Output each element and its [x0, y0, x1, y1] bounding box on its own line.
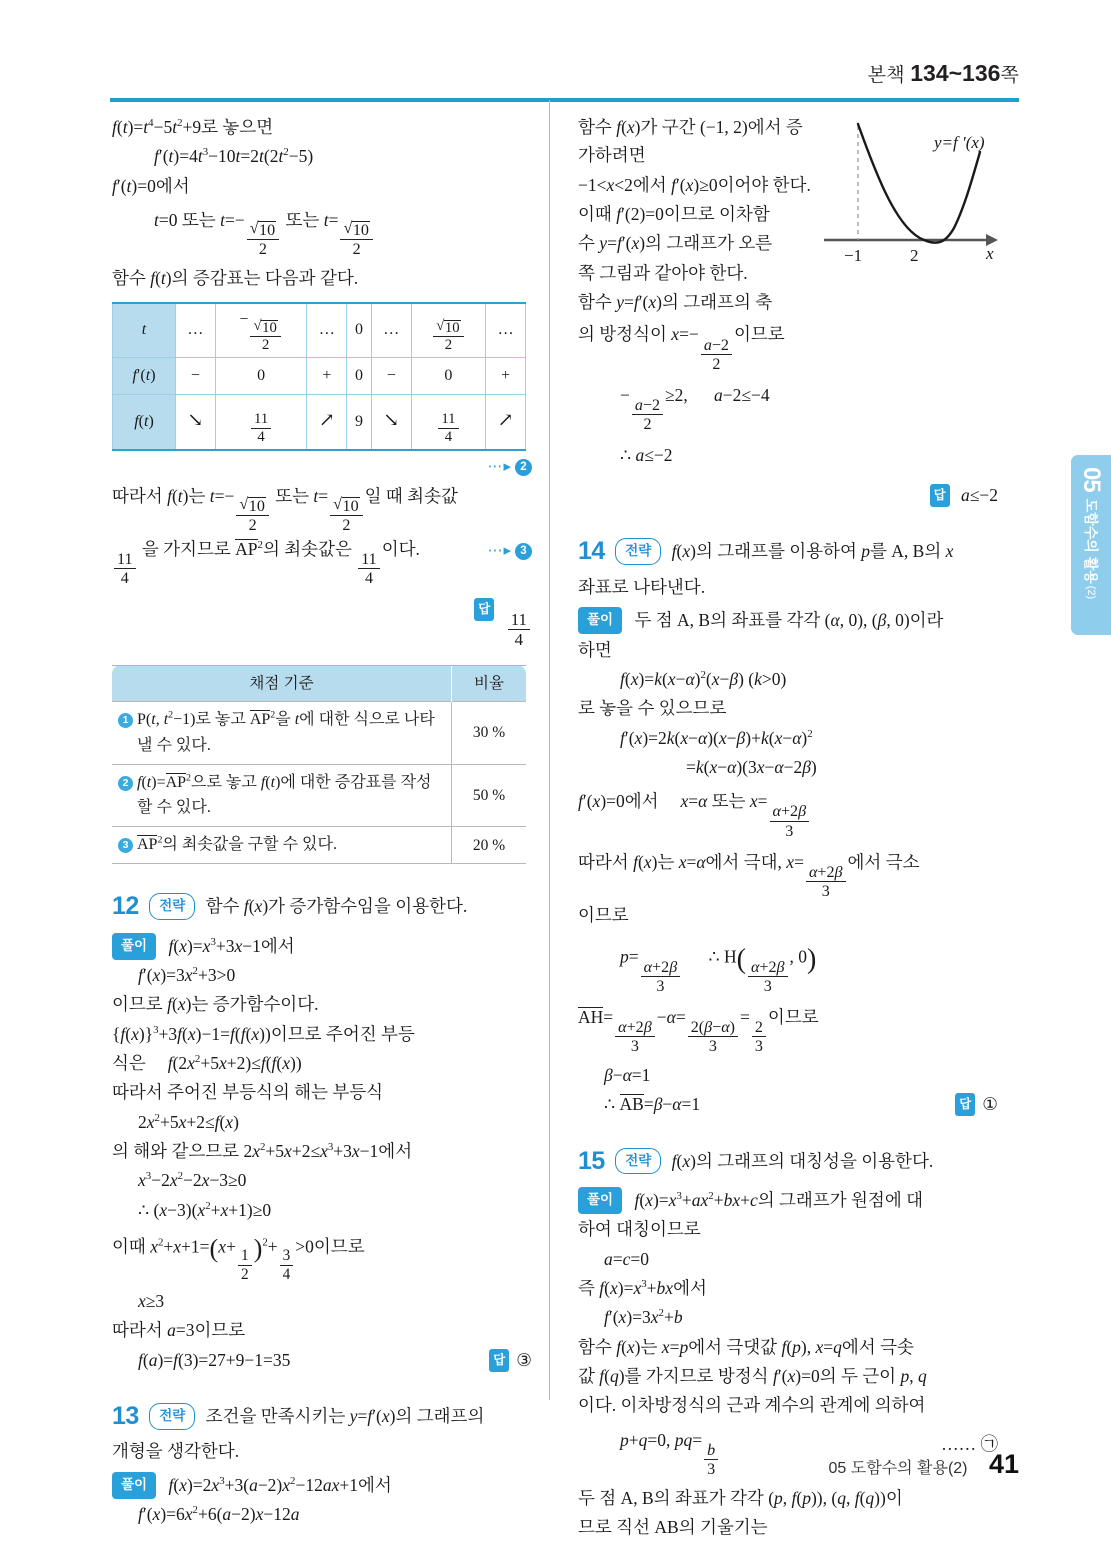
- problem-13-solution-start: 풀이 $f(x)=2x^3+3(a-2)x^2-12ax+1$에서: [112, 1471, 532, 1499]
- step-marker: 2: [515, 459, 532, 476]
- criterion-marker: 3: [118, 838, 133, 853]
- table-row: [113, 358, 526, 395]
- solution-tag: 풀이: [578, 607, 622, 634]
- problem-14-line: f′(x)=0에서 x=α 또는 x= $\frac{\alpha+2\beta}{3}$: [578, 787, 998, 839]
- problem-15-line: 값 f(q)를 가지므로 방정식 f′(x)=0의 두 근이 p, q: [578, 1366, 927, 1387]
- scoring-criterion: 1 P(t, $t^2-1$)로 놓고 $AP^2$을 t에 대한 식으로 나타 낼 수 있다.: [112, 701, 452, 764]
- p13-line: 이때 f′(2)=0이므로 이차함: [578, 204, 770, 225]
- solution-tag: 풀이: [578, 1187, 622, 1214]
- answer-value: a: [961, 485, 970, 506]
- step-marker: 3: [515, 543, 532, 560]
- header-rule: [110, 98, 1019, 102]
- problem-number: 13: [112, 1401, 139, 1430]
- problem-12-line: f(a)=f(3)=27+9−1=35 답 ③: [112, 1346, 532, 1374]
- variation-cell: +: [486, 358, 526, 395]
- table-row: [112, 764, 526, 827]
- variation-cell: −: [371, 358, 411, 395]
- intro-line-3: f′(t)=0에서: [112, 175, 190, 196]
- answer-value-num: 11: [508, 611, 530, 630]
- variation-cell: $\frac{11}{4}$: [411, 395, 486, 450]
- tick-label-minus1: −1: [844, 246, 863, 265]
- problem-14-line: β−α=1: [604, 1064, 651, 1085]
- page-footer: [0, 1449, 1019, 1480]
- step-dots-icon: ⋯▸: [487, 542, 512, 560]
- variation-table: [112, 302, 526, 451]
- problem-14-solution-start: 풀이 두 점 A, B의 좌표를 각각 (α, 0), (β, 0)이라: [578, 606, 998, 634]
- strategy-tag: 전략: [149, 1403, 195, 1430]
- problem-14-line: p= $\frac{\alpha+2\beta}{3}$ ∴ H( $\frac{\alpha+2\beta}{3}$ , 0): [620, 944, 817, 995]
- problem-12-line: 따라서 a=3이므로: [112, 1320, 246, 1341]
- problem-number: 14: [578, 537, 605, 566]
- strategy-tag: 전략: [615, 1148, 661, 1175]
- answer-value: ①: [982, 1094, 998, 1115]
- problem-14-line: $f'(x)=2k(x-\alpha)(x-\beta)+k(x-\alpha)^2$: [620, 727, 813, 748]
- variation-cell: …: [176, 303, 216, 358]
- problem-14-line: 하면: [578, 639, 612, 660]
- scoring-percent: 30 %: [452, 701, 527, 764]
- scoring-criterion: 3 $AP^2$의 최솟값을 구할 수 있다.: [112, 827, 452, 864]
- variation-cell: $\frac{11}{4}$: [215, 395, 307, 450]
- problem-12-line: 이므로 f(x)는 증가함수이다.: [112, 994, 319, 1015]
- answer-value: ③: [516, 1349, 532, 1370]
- strategy-tag: 전략: [149, 893, 195, 920]
- problem-12-line: $x^3-2x^2-2x-3\ge 0$: [138, 1170, 247, 1191]
- table-row: [112, 701, 526, 764]
- problem-12-line: 이때 $x^2+x+1=(x+$ $\frac{1}{2}$ )$^2$+ $\frac{3}{4}$ >0이므로: [112, 1234, 365, 1283]
- problem-15-line: 이다. 이차방정식의 근과 계수의 관계에 의하여: [578, 1395, 926, 1416]
- variation-cell: √ $\frac{10}{2}$: [411, 303, 486, 358]
- variation-cell: +: [307, 358, 347, 395]
- problem-15-line: a=c=0: [604, 1248, 650, 1269]
- p13-line: 쪽 그림과 같아야 한다.: [578, 262, 748, 283]
- scoring-percent: 20 %: [452, 827, 527, 864]
- intro-line-4: t=0 또는 t=− √ $\frac{10}{2}$ 또는 t= √ $\frac{10}{2}$: [112, 206, 532, 258]
- problem-15-solution-start: 풀이 $f(x)=x^3+ax^2+bx+c$의 그래프가 원점에 대: [578, 1186, 998, 1214]
- header-page-range: 134~136: [910, 60, 1001, 86]
- side-tab-label: 도함수의 활용: [1083, 498, 1099, 584]
- problem-14: [578, 531, 998, 1118]
- variation-cell-decreasing: ↘: [371, 395, 411, 450]
- problem-13-line: $f'(x)=6x^2+6(a-2)x-12a$: [138, 1504, 300, 1525]
- problem-15-line: 즉 $f(x)=x^3+bx$에서: [578, 1278, 707, 1299]
- problem-15-line: p+q=0, pq= $\frac{b}{3}$ …… ㉠: [620, 1429, 998, 1478]
- graph-svg: [820, 118, 998, 268]
- solution-tag: 풀이: [112, 1472, 156, 1499]
- variation-cell: …: [307, 303, 347, 358]
- variation-cell-increasing: ↗: [486, 395, 526, 450]
- problem-12-line: 의 해와 같으므로 $2x^2+5x+2\le x^3+3x-1$에서: [112, 1141, 413, 1162]
- criterion-marker: 2: [118, 776, 133, 791]
- left-column: [112, 112, 532, 1529]
- problem-14-line: 이므로: [578, 904, 629, 925]
- derivative-graph: [820, 118, 998, 268]
- problem-12-line: $\{f(x)\}^3+3f(x)-1=f(f(x))$이므로 주어진 부등: [112, 1023, 415, 1044]
- variation-cell-increasing: ↗: [307, 395, 347, 450]
- problem-14-line: 따라서 f(x)는 x=α에서 극대, x= $\frac{\alpha+2\beta}{3}$ 에서 극소: [578, 851, 920, 900]
- scoring-criteria-table: [112, 665, 526, 865]
- variation-cell: …: [371, 303, 411, 358]
- equation-reference: …… ㉠: [941, 1433, 998, 1454]
- problem-13-line: 개형을 생각한다.: [112, 1441, 240, 1462]
- tick-label-2: 2: [910, 246, 919, 265]
- scoring-criterion: 2 $f(t)=AP^2$으로 놓고 f(t)에 대한 증감표를 작성 할 수 있다.: [112, 764, 452, 827]
- variation-row-label-fprime: f′(t): [113, 358, 176, 395]
- problem-14-line: $f(x)=k(x-\alpha)^2(x-\beta)$ (k>0): [620, 669, 787, 689]
- problem-12: [112, 886, 532, 1374]
- p13-line: −1<x<2에서 f′(x)≥0이어야 한다.: [578, 174, 811, 195]
- answer-badge: 답: [955, 1093, 975, 1116]
- footer-chapter-title: 05 도함수의 활용: [828, 1460, 948, 1477]
- variation-row-label-t: t: [113, 303, 176, 358]
- footer-chapter-sub: (2): [947, 1460, 968, 1477]
- x-axis-label: x: [986, 244, 994, 263]
- variation-cell: 0: [347, 303, 372, 358]
- problem-14-line: 좌표로 나타낸다.: [578, 576, 706, 597]
- problem-number: 15: [578, 1146, 605, 1175]
- p13-line: 수 y=f′(x)의 그래프가 오른: [578, 233, 773, 254]
- side-tab-number: 05: [1078, 467, 1105, 492]
- intro-line-1: $f(t)=t^4-5t^2+9$로 놓으면: [112, 117, 274, 137]
- problem-15-line: 함수 f(x)는 x=p에서 극댓값 f(p), x=q에서 극솟: [578, 1336, 914, 1357]
- problem-13-heading: 13 전략 조건을 만족시키는 y=f′(x)의 그래프의: [112, 1401, 485, 1430]
- variation-cell: 0: [347, 358, 372, 395]
- conclusion-line-1: 따라서 f(t)는 t=− √ $\frac{10}{2}$ 또는 t= √ $\frac{10}{2}$ 일 때 최솟값: [112, 482, 532, 534]
- p13-line: 함수 y=f′(x)의 그래프의 축: [578, 292, 773, 313]
- problem-12-solution-start: 풀이 $f(x)=x^3+3x-1$에서: [112, 932, 532, 960]
- problem-15-line: 하여 대칭이므로: [578, 1219, 701, 1240]
- table-row: [113, 395, 526, 450]
- header-prefix: 본책: [867, 65, 911, 86]
- p13-conclusion: ∴ a≤−2: [620, 444, 673, 465]
- scoring-header-ratio: 비율: [452, 665, 527, 701]
- p13-line: 함수 f(x)가 구간 (−1, 2)에서 증가하려면: [578, 117, 803, 166]
- column-divider: [549, 100, 550, 1400]
- problem-14-line: 로 놓을 수 있으므로: [578, 698, 727, 719]
- answer-badge: 답: [489, 1349, 509, 1372]
- answer-line-1: [112, 595, 532, 648]
- side-tab-sub: (2): [1085, 585, 1097, 600]
- strategy-tag: 전략: [615, 538, 661, 565]
- scoring-percent: 50 %: [452, 764, 527, 827]
- variation-cell: …: [486, 303, 526, 358]
- variation-cell-decreasing: ↘: [176, 395, 216, 450]
- variation-row-label-f: f(t): [113, 395, 176, 450]
- table-row: [112, 827, 526, 864]
- page-header: [110, 60, 1019, 102]
- p13-line: 의 방정식이 x=− $\frac{a-2}{2}$ 이므로: [578, 324, 785, 373]
- chapter-side-tab: [1071, 455, 1111, 635]
- variation-cell: 9: [347, 395, 372, 450]
- p13-inequality: − $\frac{a-2}{2}$ ≥2, a−2≤−4: [620, 384, 770, 433]
- problem-15-line: 므로 직선 AB의 기울기는: [578, 1517, 768, 1538]
- problem-14-line: AH= $\frac{\alpha+2\beta}{3}$ −α= $\frac{2(\beta-\alpha)}{3}$ = $\frac{2}{3}$ 이므로: [578, 1006, 819, 1055]
- header-suffix: 쪽: [1000, 65, 1019, 86]
- variation-cell: − √ $\frac{10}{2}$: [215, 303, 307, 358]
- problem-12-line: $2x^2+5x+2\le f(x)$: [138, 1111, 239, 1132]
- intro-line-2: $f'(t)=4t^3-10t=2t(2t^2-5)$: [154, 146, 314, 167]
- problem-12-line: x≥3: [138, 1290, 165, 1311]
- intro-line-5: 함수 f(t)의 증감표는 다음과 같다.: [112, 268, 359, 289]
- conclusion-block: [112, 482, 532, 587]
- step-dots-icon: ⋯▸: [487, 457, 512, 475]
- problem-12-line: $f'(x)=3x^2+3>0$: [138, 965, 236, 986]
- problem-14-line: =k(x−α)(3x−α−2β): [686, 757, 817, 778]
- step-reference-2: [112, 455, 532, 479]
- footer-page-number: 41: [988, 1449, 1019, 1479]
- answer-line-p13: 답 a≤−2: [578, 481, 998, 509]
- solution-tag: 풀이: [112, 933, 156, 960]
- problem-15-line: 두 점 A, B의 좌표가 각각 (p, f(p)), (q, f(q))이: [578, 1488, 903, 1508]
- variation-cell: 0: [411, 358, 486, 395]
- conclusion-line-2: $\frac{11}{4}$ 을 가지므로 $AP^2$의 최솟값은 $\frac{11}{4}$ 이다. ⋯▸ 3: [112, 535, 532, 587]
- problem-12-heading: 12 전략 함수 f(x)가 증가함수임을 이용한다.: [112, 892, 468, 921]
- right-column: [578, 112, 998, 1543]
- problem-12-line: 식은 $f(2x^2+5x+2)\le f(f(x))$: [112, 1053, 302, 1074]
- intro-derivation: [112, 113, 532, 293]
- problem-14-heading: 14 전략 f(x)의 그래프를 이용하여 p를 A, B의 x: [578, 537, 954, 566]
- problem-15-line: $f'(x)=3x^2+b$: [604, 1307, 683, 1328]
- problem-12-line: ∴ $(x-3)(x^2+x+1)\ge 0$: [138, 1199, 272, 1220]
- curve-label: y=f ′(x): [934, 133, 985, 152]
- answer-badge: 답: [930, 484, 950, 507]
- answer-badge: 답: [474, 598, 494, 621]
- scoring-header-criteria: 채점 기준: [112, 665, 452, 701]
- header-book-reference: [868, 60, 1019, 87]
- problem-number: 12: [112, 892, 139, 921]
- problem-15-heading: 15 전략 f(x)의 그래프의 대칭성을 이용한다.: [578, 1146, 934, 1175]
- problem-14-line: ∴ AB=β−α=1 답 ①: [578, 1090, 998, 1118]
- problem-12-line: 따라서 주어진 부등식의 해는 부등식: [112, 1082, 384, 1103]
- table-row: [113, 303, 526, 358]
- variation-cell: 0: [215, 358, 307, 395]
- criterion-marker: 1: [118, 713, 133, 728]
- variation-cell: −: [176, 358, 216, 395]
- table-header-row: [112, 665, 526, 701]
- answer-value-den: 4: [514, 629, 524, 649]
- problem-15: [578, 1141, 998, 1542]
